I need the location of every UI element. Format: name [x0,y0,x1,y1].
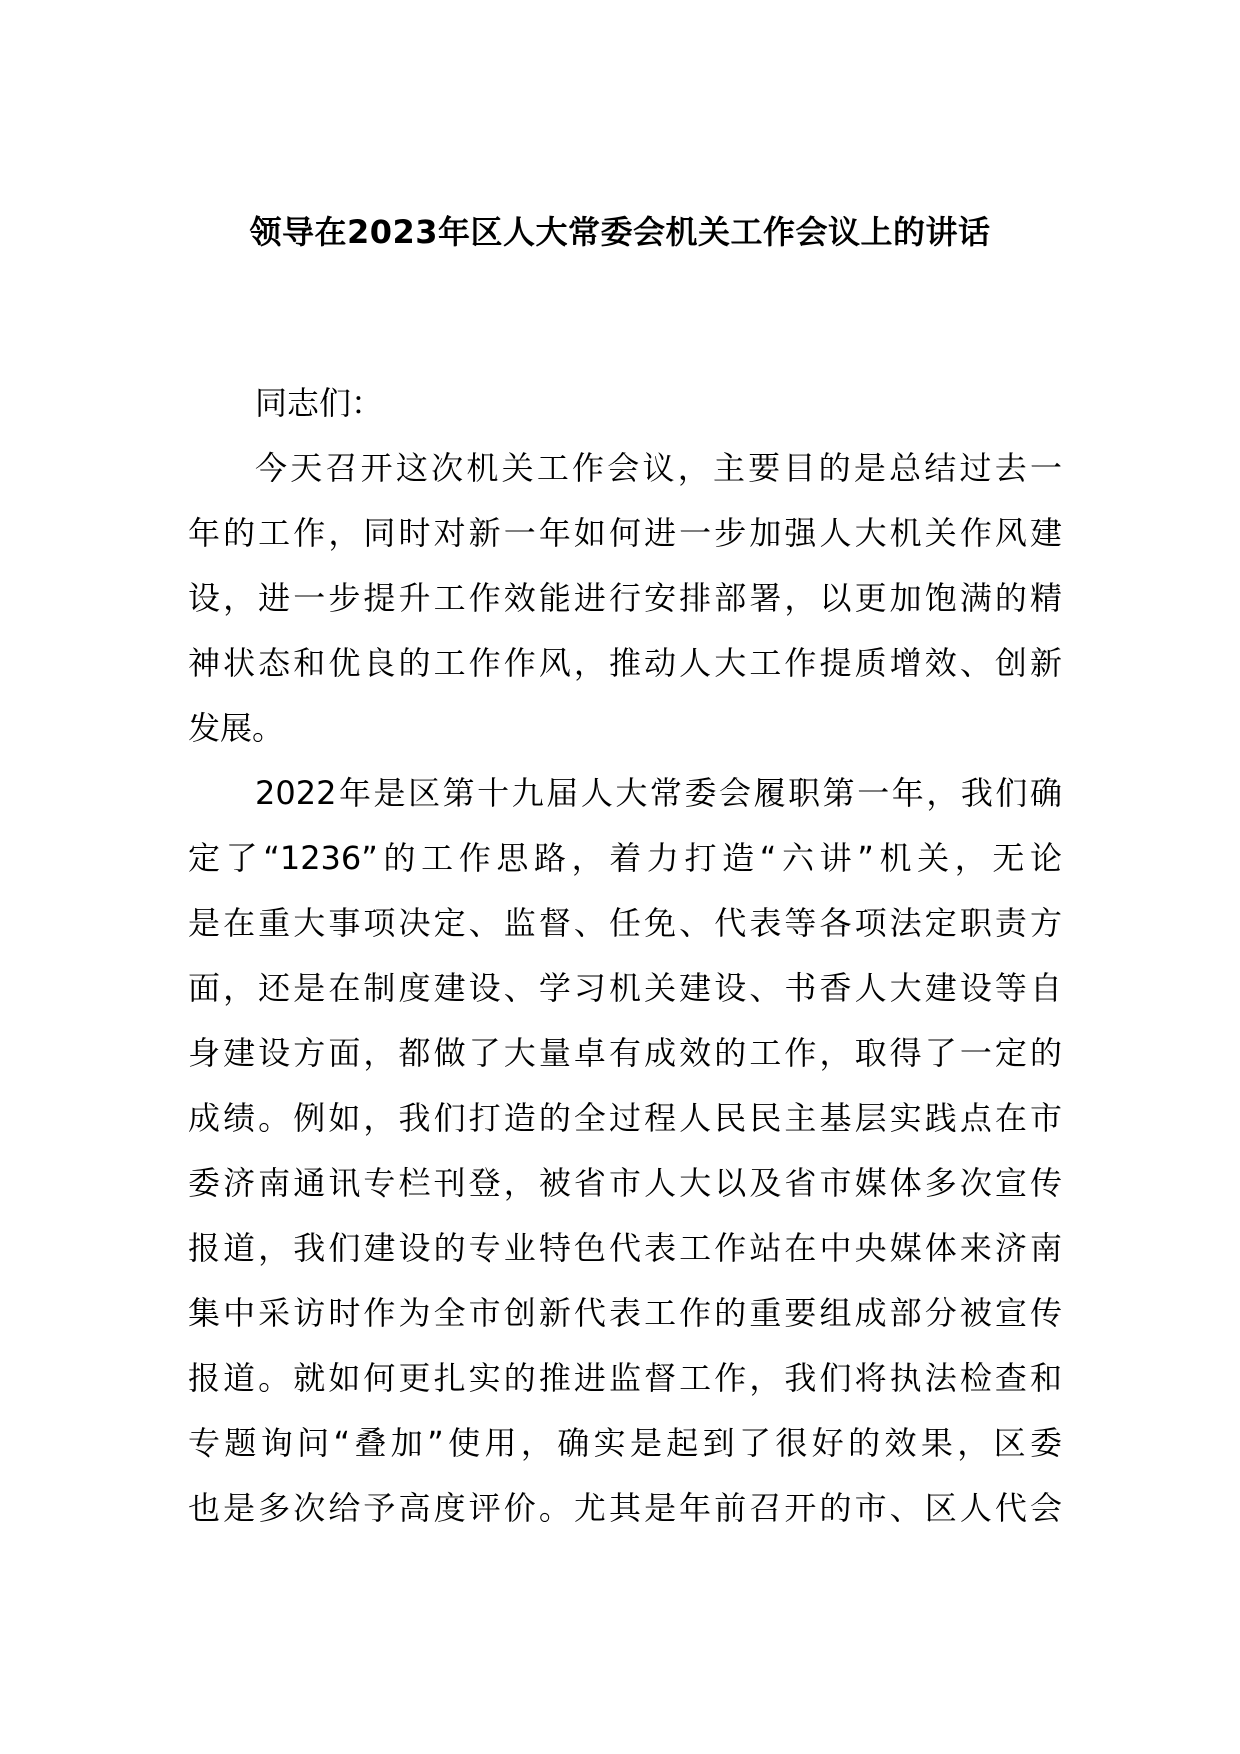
body-line: 是在重大事项决定、监督、任免、代表等各项法定职责方 [188,904,1062,942]
document-title: 领导在2023年区人大常委会机关工作会议上的讲话 [249,213,991,251]
body-line: 报道。就如何更扎实的推进监督工作，我们将执法检查和 [188,1359,1062,1397]
body-line: 年的工作，同时对新一年如何进一步加强人大机关作风建 [188,514,1062,552]
body-line: 今天召开这次机关工作会议，主要目的是总结过去一 [255,449,1062,487]
body-line: 也是多次给予高度评价。尤其是年前召开的市、区人代会 [188,1489,1062,1527]
body-line: 同志们： [255,384,384,422]
body-line: 委济南通讯专栏刊登，被省市人大以及省市媒体多次宣传 [188,1164,1062,1202]
body-line: 发展。 [188,709,285,747]
body-line: 神状态和优良的工作作风，推动人大工作提质增效、创新 [188,644,1062,682]
body-line: 设，进一步提升工作效能进行安排部署，以更加饱满的精 [188,579,1062,617]
body-line: 身建设方面，都做了大量卓有成效的工作，取得了一定的 [188,1034,1062,1072]
body-line: 面，还是在制度建设、学习机关建设、书香人大建设等自 [188,969,1062,1007]
body-line: 2022年是区第十九届人大常委会履职第一年，我们确 [255,774,1062,812]
body-line: 专题询问“叠加”使用，确实是起到了很好的效果，区委 [188,1424,1062,1462]
document-body [188,371,1062,1541]
body-line: 集中采访时作为全市创新代表工作的重要组成部分被宣传 [188,1294,1062,1332]
body-line: 成绩。例如，我们打造的全过程人民民主基层实践点在市 [188,1099,1062,1137]
body-line: 定了“1236”的工作思路，着力打造“六讲”机关，无论 [188,839,1062,877]
body-line: 报道，我们建设的专业特色代表工作站在中央媒体来济南 [188,1229,1062,1267]
